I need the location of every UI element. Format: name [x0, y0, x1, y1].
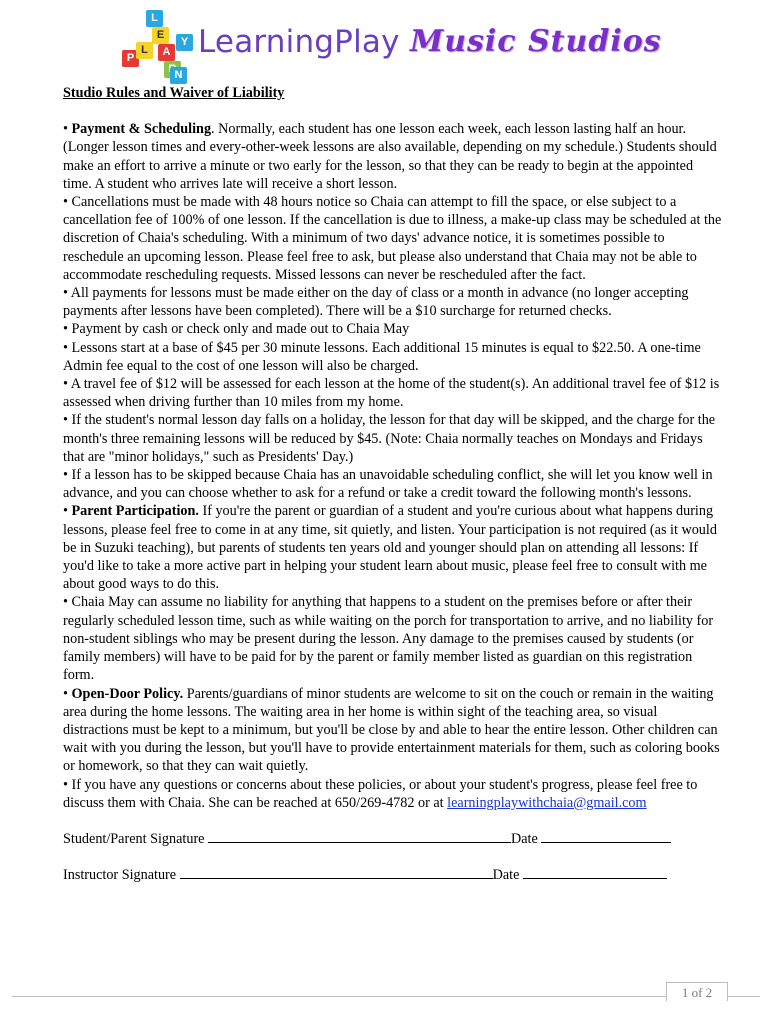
paragraph-text: Chaia May can assume no liability for anything that happens to a student on the premises before or after their regularly scheduled lesson time, such as while waiting on the porch for transportation to arrive, and no liability for non-student siblings who may be present during the lesson. Any damage to the premises caused by students (or family members) will have to be paid for by the parent or family member listed as guardian on this registration form.	[63, 594, 714, 684]
policy-paragraph	[63, 776, 723, 812]
policy-paragraph	[63, 375, 723, 411]
brand-name: LearningPlay	[198, 24, 400, 60]
brand-studio-name: Music Studios	[410, 24, 662, 59]
policy-paragraph	[63, 502, 723, 593]
bullet: •	[63, 285, 68, 302]
header	[118, 10, 678, 84]
bullet: •	[63, 594, 68, 611]
policy-paragraph	[63, 685, 723, 776]
student-date-field[interactable]	[541, 830, 671, 843]
policy-paragraph	[63, 411, 723, 466]
bullet: •	[63, 121, 68, 138]
page-number: 1 of 2	[666, 982, 728, 1001]
logo-block: E	[152, 27, 169, 44]
bullet: •	[63, 776, 68, 793]
logo-block: P	[122, 50, 139, 67]
logo-block: L	[146, 10, 163, 27]
learn-play-blocks-logo	[118, 10, 198, 84]
policy-paragraph	[63, 120, 723, 193]
bullet: •	[63, 321, 68, 338]
bullet: •	[63, 503, 68, 520]
document-title: Studio Rules and Waiver of Liability	[63, 85, 285, 101]
paragraph-heading: Payment & Scheduling	[71, 121, 212, 138]
footer-rule	[12, 996, 760, 997]
policy-paragraph	[63, 339, 723, 375]
logo-block: N	[170, 67, 187, 84]
date-label: Date	[511, 830, 538, 847]
bullet: •	[63, 685, 68, 702]
bullet: •	[63, 376, 68, 393]
policy-paragraph	[63, 593, 723, 684]
paragraph-text: Parents/guardians of minor students are welcome to sit on the couch or remain in the waiting area during the home lessons. The waiting area in her home is within sight of the teaching area, so visual distractions must be kept to a minimum, but you'll be close by and able to hear the entire lesson. Other children can wait with you during the lesson, but you'll have to provide entertainment materials for them, such as coloring books or homework, so that they can wait quietly.	[63, 685, 720, 775]
email-link[interactable]: learningplaywithchaia@gmail.com	[447, 794, 647, 811]
paragraph-text: A travel fee of $12 will be assessed for each lesson at the home of the student(s). An additional travel fee of $12 is assessed when driving further than 10 miles from my home.	[63, 376, 720, 411]
document-body	[63, 84, 723, 884]
policy-paragraph	[63, 466, 723, 502]
student-signature-label: Student/Parent Signature	[63, 830, 205, 847]
paragraph-text: . Normally, each student has one lesson each week, each lesson lasting half an hour. (Longer lesson times and every-other-week lessons are also available, depending on my schedule.) Students should make an effort to arrive a minute or two early for the lesson, so that they can be ready to begin at the appointed time. A student who arrives late will receive a short lesson.	[63, 121, 717, 192]
paragraph-text: If a lesson has to be skipped because Chaia has an unavoidable scheduling conflict, she will let you know well in advance, and you can choose whether to ask for a refund or take a credit toward the following month's lessons.	[63, 467, 713, 502]
policy-paragraph	[63, 193, 723, 284]
policy-paragraph	[63, 320, 723, 338]
student-signature-row	[63, 830, 723, 848]
instructor-signature-field[interactable]	[180, 866, 493, 879]
instructor-signature-row	[63, 866, 723, 884]
paragraph-heading: Open-Door Policy.	[71, 685, 184, 702]
logo-block: A	[158, 44, 175, 61]
instructor-date-field[interactable]	[523, 866, 667, 879]
paragraph-text: If you're the parent or guardian of a student and you're curious about what happens during lessons, please feel free to come in at any time, sit quietly, and listen. Your participation is not required (as it would be in Suzuki teaching), but parents of students ten years old and younger should plan on attending all lessons: If you'd like to take a more active part in helping your student learn about music, please feel free to consult with me about good ways to do this.	[63, 503, 717, 593]
bullet: •	[63, 412, 68, 429]
paragraph-text: Payment by cash or check only and made out to Chaia May	[71, 321, 410, 338]
logo-block: Y	[176, 34, 193, 51]
policy-paragraph	[63, 284, 723, 320]
bullet: •	[63, 339, 68, 356]
paragraph-text: Lessons start at a base of $45 per 30 minute lessons. Each additional 15 minutes is equal to $22.50. A one-time Admin fee equal to the cost of one lesson will also be charged.	[63, 339, 701, 374]
paragraph-text: All payments for lessons must be made either on the day of class or a month in advance (no longer accepting payments after lessons have been completed). There will be a $10 surcharge for returned checks.	[63, 285, 689, 320]
paragraph-text: Cancellations must be made with 48 hours notice so Chaia can attempt to fill the space, or else subject to a cancellation fee of 100% of one lesson. If the cancellation is due to illness, a make-up class may be scheduled at the discretion of Chaia's scheduling. With a minimum of two days' advance notice, it is sometimes possible to reschedule an upcoming lesson. Please feel free to ask, but please also understand that Chaia may not be able to accommodate rescheduling requests. Missed lessons can never be rescheduled after the fact.	[63, 194, 722, 283]
paragraph-text: If the student's normal lesson day falls on a holiday, the lesson for that day will be skipped, and the charge for the month's three remaining lessons will be reduced by $45. (Note: Chaia normally teaches on Mondays and Fridays that are "minor holidays," such as Presidents' Day.)	[63, 412, 716, 465]
bullet: •	[63, 194, 68, 211]
paragraph-text: If you have any questions or concerns about these policies, or about your student's progress, please feel free to discuss them with Chaia. She can be reached at 650/269-4782 or at	[63, 776, 698, 811]
logo-block: L	[136, 42, 153, 59]
bullet: •	[63, 467, 68, 484]
student-signature-field[interactable]	[208, 830, 511, 843]
paragraph-heading: Parent Participation.	[71, 503, 199, 520]
instructor-signature-label: Instructor Signature	[63, 867, 177, 884]
date-label: Date	[492, 867, 520, 884]
